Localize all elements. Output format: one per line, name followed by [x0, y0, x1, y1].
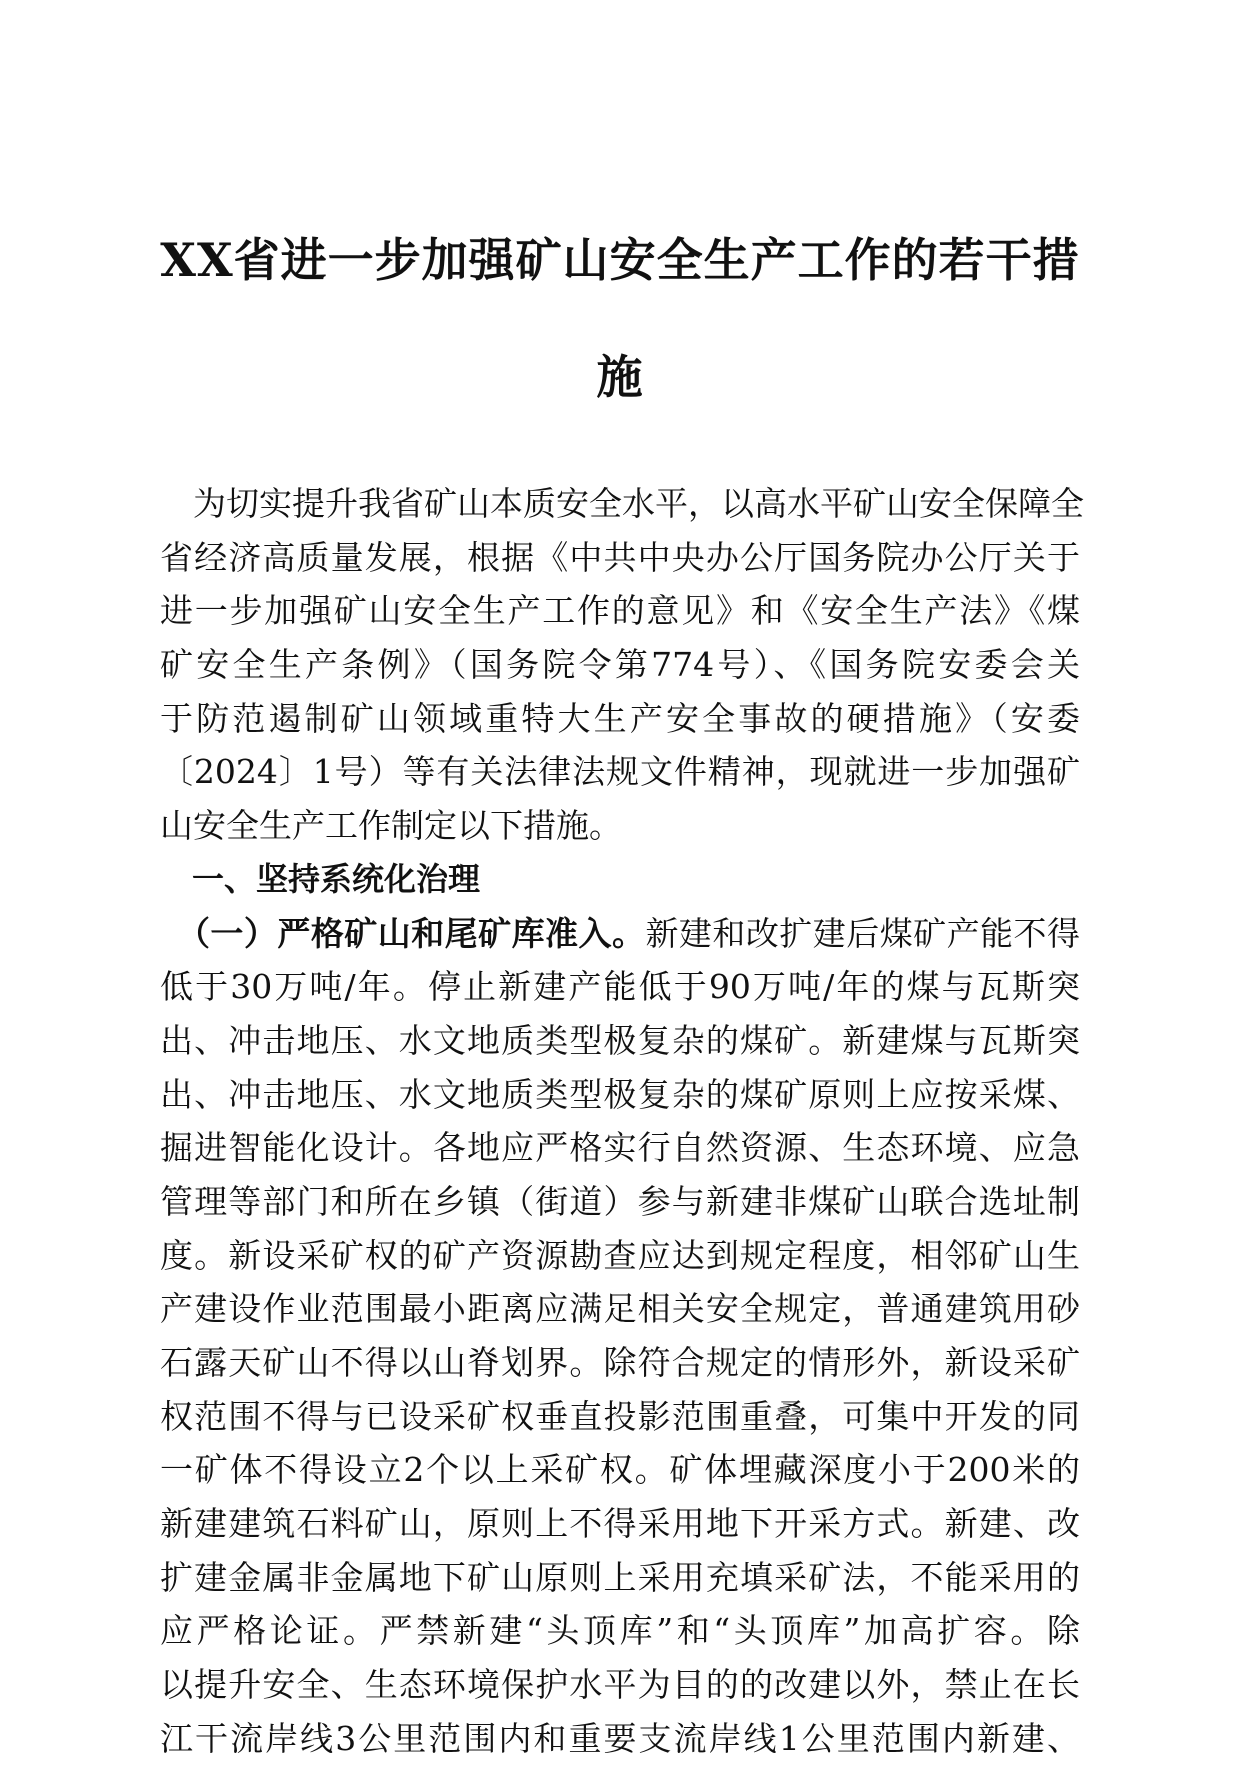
item-line: 新建建筑石料矿山，原则上不得采用地下开采方式。新建、改: [160, 1504, 1080, 1544]
intro-line: 为切实提升我省矿山本质安全水平，以高水平矿山安全保障全: [160, 484, 1084, 523]
item-line: 权范围不得与已设采矿权垂直投影范围重叠，可集中开发的同: [160, 1396, 1080, 1436]
item-line: 产建设作业范围最小距离应满足相关安全规定，普通建筑用砂: [160, 1289, 1080, 1329]
intro-line: 进一步加强矿山安全生产工作的意见》和《安全生产法》《煤: [160, 591, 1080, 631]
item-line: 度。新设采矿权的矿产资源勘查应达到规定程度，相邻矿山生: [160, 1235, 1080, 1275]
intro-line: 山安全生产工作制定以下措施。: [160, 806, 622, 846]
item-label: （一）严格矿山和尾矿库准入。: [160, 913, 646, 953]
item-line: 出、冲击地压、水文地质类型极复杂的煤矿原则上应按采煤、: [160, 1074, 1080, 1114]
item-first-line: [160, 907, 1080, 961]
intro-line: 省经济高质量发展，根据《中共中央办公厅国务院办公厅关于: [160, 537, 1080, 577]
item-line: 管理等部门和所在乡镇（街道）参与新建非煤矿山联合选址制: [160, 1181, 1080, 1221]
item-line: 一矿体不得设立2个以上采矿权。矿体埋藏深度小于200米的: [160, 1450, 1080, 1490]
item-line: 掘进智能化设计。各地应严格实行自然资源、生态环境、应急: [160, 1128, 1080, 1168]
section-heading: 一、坚持系统化治理: [160, 859, 481, 898]
intro-line: 〔2024〕1号）等有关法律法规文件精神，现就进一步加强矿: [160, 752, 1080, 792]
item-line: 低于30万吨/年。停止新建产能低于90万吨/年的煤与瓦斯突: [160, 967, 1080, 1007]
intro-line: 于防范遏制矿山领域重特大生产安全事故的硬措施》（安委: [160, 698, 1080, 738]
document-title-line-2: 施: [596, 350, 644, 404]
item-line: 扩建金属非金属地下矿山原则上采用充填采矿法，不能采用的: [160, 1557, 1080, 1597]
item-line: 以提升安全、生态环境保护水平为目的的改建以外，禁止在长: [160, 1665, 1080, 1705]
item-line: 江干流岸线3公里范围内和重要支流岸线1公里范围内新建、: [160, 1718, 1080, 1758]
item-line: 石露天矿山不得以山脊划界。除符合规定的情形外，新设采矿: [160, 1343, 1080, 1382]
document-title-line-1: XX省进一步加强矿山安全生产工作的若干措: [160, 233, 1080, 287]
document-body: [160, 477, 1084, 1766]
intro-line: 矿安全生产条例》（国务院令第774号）、《国务院安委会关: [160, 645, 1080, 685]
item-first-line-text: 新建和改扩建后煤矿产能不得: [645, 913, 1081, 953]
item-line: 出、冲击地压、水文地质类型极复杂的煤矿。新建煤与瓦斯突: [160, 1020, 1080, 1060]
item-line: 应严格论证。严禁新建“头顶库”和“头顶库”加高扩容。除: [160, 1611, 1080, 1651]
